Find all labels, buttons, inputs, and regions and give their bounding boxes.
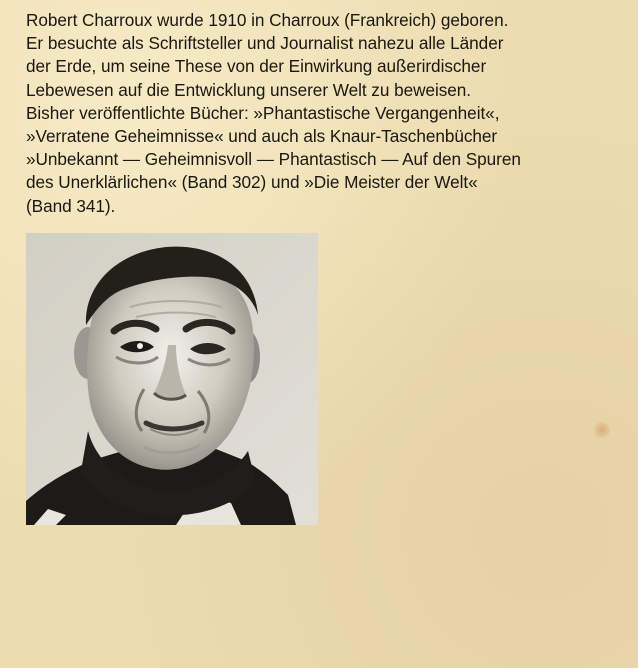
author-biography <box>26 9 626 218</box>
bio-line: Lebewesen auf die Entwicklung unserer Welt zu beweisen. <box>26 79 472 100</box>
portrait-illustration <box>26 233 318 525</box>
bio-line: (Band 341). <box>26 195 116 216</box>
bio-line: des Unerklärlichen« (Band 302) und »Die Meister der Welt« <box>26 172 478 193</box>
bio-line: der Erde, um seine These von der Einwirkung außerirdischer <box>26 56 487 77</box>
bio-line: Er besuchte als Schriftsteller und Journalist nahezu alle Länder <box>26 33 504 54</box>
bio-line: Bisher veröffentlichte Bücher: »Phantastische Vergangenheit«, <box>26 102 500 123</box>
bio-line: »Verratene Geheimnisse« und auch als Knaur-Taschenbücher <box>26 126 498 147</box>
bio-line: Robert Charroux wurde 1910 in Charroux (Frankreich) geboren. <box>26 10 509 30</box>
author-portrait-photo <box>26 233 318 525</box>
bio-line: »Unbekannt — Geheimnisvoll — Phantastisch — Auf den Spuren <box>26 149 521 170</box>
paper-stain-spot <box>594 422 610 438</box>
